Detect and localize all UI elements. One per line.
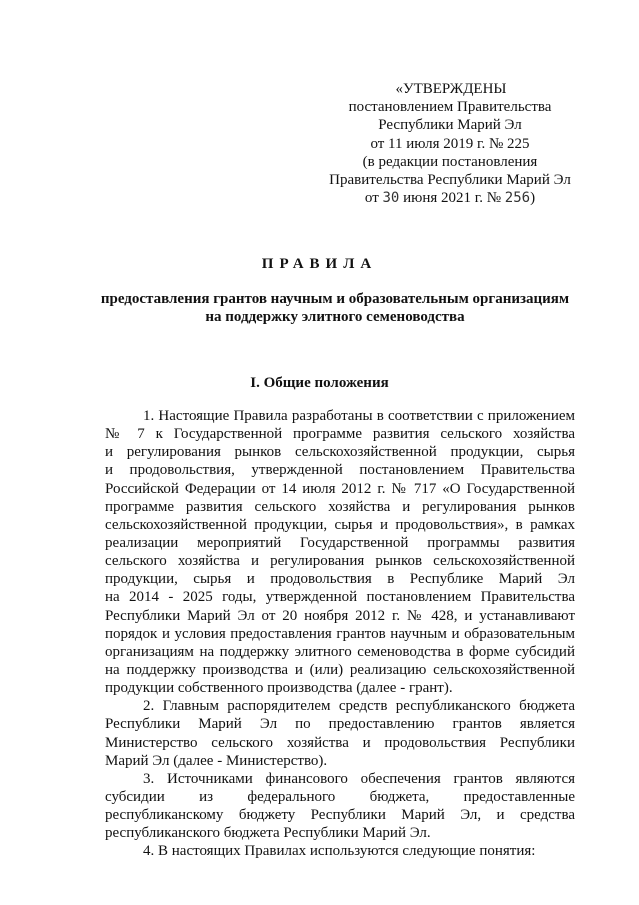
approval-number: 256 — [504, 190, 531, 207]
document-subtitle — [70, 290, 600, 326]
paragraph-line: реализации мероприятий Государственной программы развития — [105, 534, 575, 551]
paragraph-line: организациям на поддержку элитного семеноводства в форме субсидий — [105, 643, 575, 660]
paragraph-line: сельскохозяйственной продукции, сырья и продовольствия», в рамках — [105, 516, 575, 533]
approval-last-suffix: ) — [530, 190, 536, 207]
paragraph-line: на поддержку производства и (или) реализацию сельскохозяйственной — [105, 661, 575, 678]
approval-day: 30 — [382, 190, 400, 207]
approval-line: Правительства Республики Марий Эл — [329, 172, 571, 189]
paragraph-line: Марий Эл (далее - Министерство). — [105, 752, 328, 769]
approval-line: постановлением Правительства — [348, 99, 552, 116]
subtitle-line: предоставления грантов научным и образовательным организациям — [100, 291, 570, 307]
paragraph-line: Министерство сельского хозяйства и продовольствия Республики — [105, 734, 575, 751]
paragraph-line: субсидии из федерального бюджета, предоставленные — [105, 788, 575, 805]
document-title: ПРАВИЛА — [261, 256, 378, 272]
approval-line: Республики Марий Эл — [378, 117, 522, 134]
paragraph-line: Республики Марий Эл от 20 ноября 2012 г. № 428, и устанавливают — [105, 607, 575, 624]
paragraph-line: Российской Федерации от 14 июля 2012 г. № 717 «О Государственной — [105, 480, 575, 497]
approval-line-last — [300, 189, 600, 207]
approval-last-prefix: от — [364, 190, 383, 207]
paragraph — [105, 842, 575, 860]
approval-stamp — [300, 80, 600, 207]
paragraph-line: сельского хозяйства и регулирования рынков сельскохозяйственной — [105, 553, 575, 570]
paragraph-line: порядок и условия предоставления грантов научным и образовательным — [105, 625, 575, 642]
paragraph — [105, 770, 575, 843]
paragraph — [105, 407, 575, 697]
section-heading: I. Общие положения — [250, 375, 389, 391]
paragraph — [105, 697, 575, 770]
approval-line: от 11 июля 2019 г. № 225 — [370, 135, 530, 152]
approval-line: «УТВЕРЖДЕНЫ — [395, 81, 507, 97]
approval-last-middle: июня 2021 г. № — [399, 190, 505, 207]
paragraph-line: № 7 к Государственной программе развития сельского хозяйства — [105, 426, 575, 443]
paragraph-line: 2. Главным распорядителем средств республиканского бюджета — [143, 698, 575, 715]
paragraph-line: продукции, сырья и продовольствия в Республике Марий Эл — [105, 571, 575, 588]
paragraph-line: республиканского бюджета Республики Марий Эл. — [105, 825, 431, 842]
document-body — [105, 407, 575, 861]
paragraph-line: 4. В настоящих Правилах используются следующие понятия: — [143, 843, 536, 860]
paragraph-line: 3. Источниками финансового обеспечения грантов являются — [143, 770, 575, 787]
approval-line: (в редакции постановления — [362, 153, 538, 170]
paragraph-line: и продовольствия, утвержденной постановлением Правительства — [105, 462, 575, 479]
subtitle-line: на поддержку элитного семеноводства — [205, 309, 465, 325]
paragraph-line: и регулирования рынков сельскохозяйственной продукции, сырья — [105, 444, 575, 461]
paragraph-line: продукции собственного производства (далее - грант). — [105, 680, 453, 697]
paragraph-line: республиканскому бюджету Республики Марий Эл, и средства — [105, 807, 575, 824]
paragraph-line: на 2014 - 2025 годы, утвержденной постановлением Правительства — [105, 589, 575, 606]
paragraph-line: программе развития сельского хозяйства и регулирования рынков — [105, 498, 575, 515]
paragraph-line: 1. Настоящие Правила разработаны в соответствии с приложением — [143, 408, 575, 424]
paragraph-line: Республики Марий Эл по предоставлению грантов является — [105, 716, 575, 733]
